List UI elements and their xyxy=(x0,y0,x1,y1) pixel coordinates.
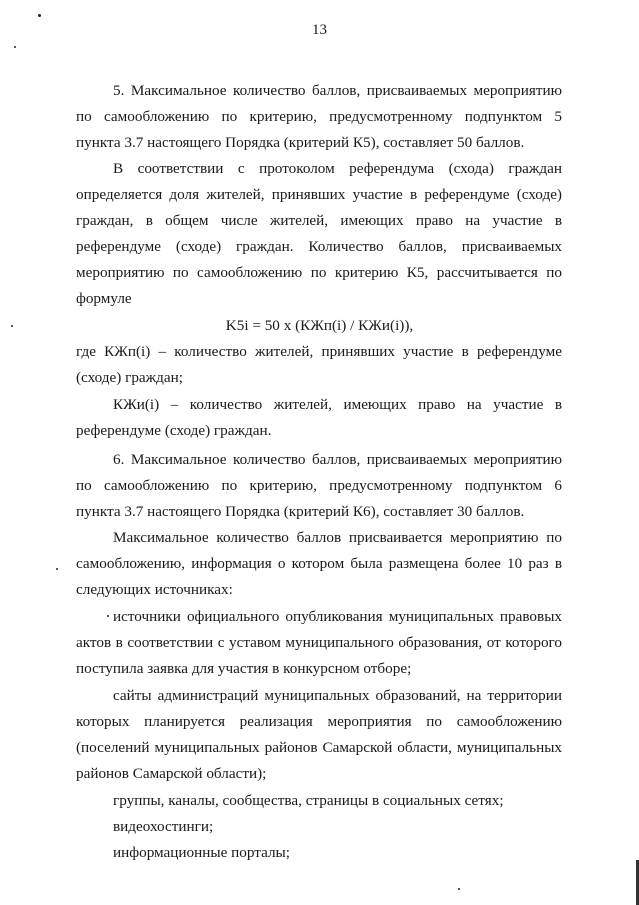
list-item: группы, каналы, сообщества, страницы в социальных сетях; xyxy=(113,792,504,809)
paragraph-line: пункта 3.7 настоящего Порядка (критерий К5), составляет 50 баллов. xyxy=(76,134,525,151)
paragraph-line: референдуме (сходе) граждан. Количество баллов, присваиваемых xyxy=(76,238,562,255)
paragraph-line: определяется доля жителей, принявших участие в референдуме (сходе) xyxy=(76,186,562,203)
paragraph-line: КЖи(i) – количество жителей, имеющих право на участие в xyxy=(113,396,562,413)
paragraph-line: граждан, в общем числе жителей, имеющих право на участие в xyxy=(76,212,562,229)
scan-speck xyxy=(11,325,13,327)
formula: K5i = 50 x (КЖп(i) / КЖи(i)), xyxy=(225,317,414,334)
paragraph-line: по самообложению по критерию, предусмотренному подпунктом 5 xyxy=(76,108,562,125)
paragraph-line: самообложению, информация о котором была размещена более 10 раз в xyxy=(76,555,562,572)
scan-speck xyxy=(14,46,16,48)
paragraph-line: (сходе) граждан; xyxy=(76,369,183,386)
paragraph-line: Максимальное количество баллов присваивается мероприятию по xyxy=(113,529,562,546)
scan-speck xyxy=(458,888,460,890)
paragraph-line: В соответствии с протоколом референдума (схода) граждан xyxy=(113,160,562,177)
list-item: информационные порталы; xyxy=(113,844,290,861)
page-number: 13 xyxy=(312,22,327,38)
paragraph-line: районов Самарской области); xyxy=(76,765,267,782)
scan-speck xyxy=(56,568,58,570)
paragraph-line: (поселений муниципальных районов Самарской области, муниципальных xyxy=(76,739,562,756)
paragraph-line: актов в соответствии с уставом муниципального образования, от которого xyxy=(76,634,562,651)
paragraph-line: источники официального опубликования муниципальных правовых xyxy=(113,608,562,625)
paragraph-line: 5. Максимальное количество баллов, присваиваемых мероприятию xyxy=(113,82,562,99)
paragraph-line: следующих источниках: xyxy=(76,581,233,598)
paragraph-line: поступила заявка для участия в конкурсном отборе; xyxy=(76,660,412,677)
paragraph-line: пункта 3.7 настоящего Порядка (критерий К6), составляет 30 баллов. xyxy=(76,503,525,520)
scan-speck xyxy=(38,14,41,17)
paragraph-line: формуле xyxy=(76,290,132,307)
paragraph-line: которых планируется реализация мероприятия по самообложению xyxy=(76,713,562,730)
list-item: видеохостинги; xyxy=(113,818,214,835)
paragraph-line: по самообложению по критерию, предусмотренному подпунктом 6 xyxy=(76,477,562,494)
scan-speck xyxy=(107,615,109,617)
paragraph-line: 6. Максимальное количество баллов, присваиваемых мероприятию xyxy=(113,451,562,468)
paragraph-line: где КЖп(i) – количество жителей, принявших участие в референдуме xyxy=(76,343,562,360)
paragraph-line: сайты администраций муниципальных образований, на территории xyxy=(113,687,562,704)
paragraph-line: мероприятию по самообложению по критерию К5, рассчитывается по xyxy=(76,264,562,281)
paragraph-line: референдуме (сходе) граждан. xyxy=(76,422,272,439)
